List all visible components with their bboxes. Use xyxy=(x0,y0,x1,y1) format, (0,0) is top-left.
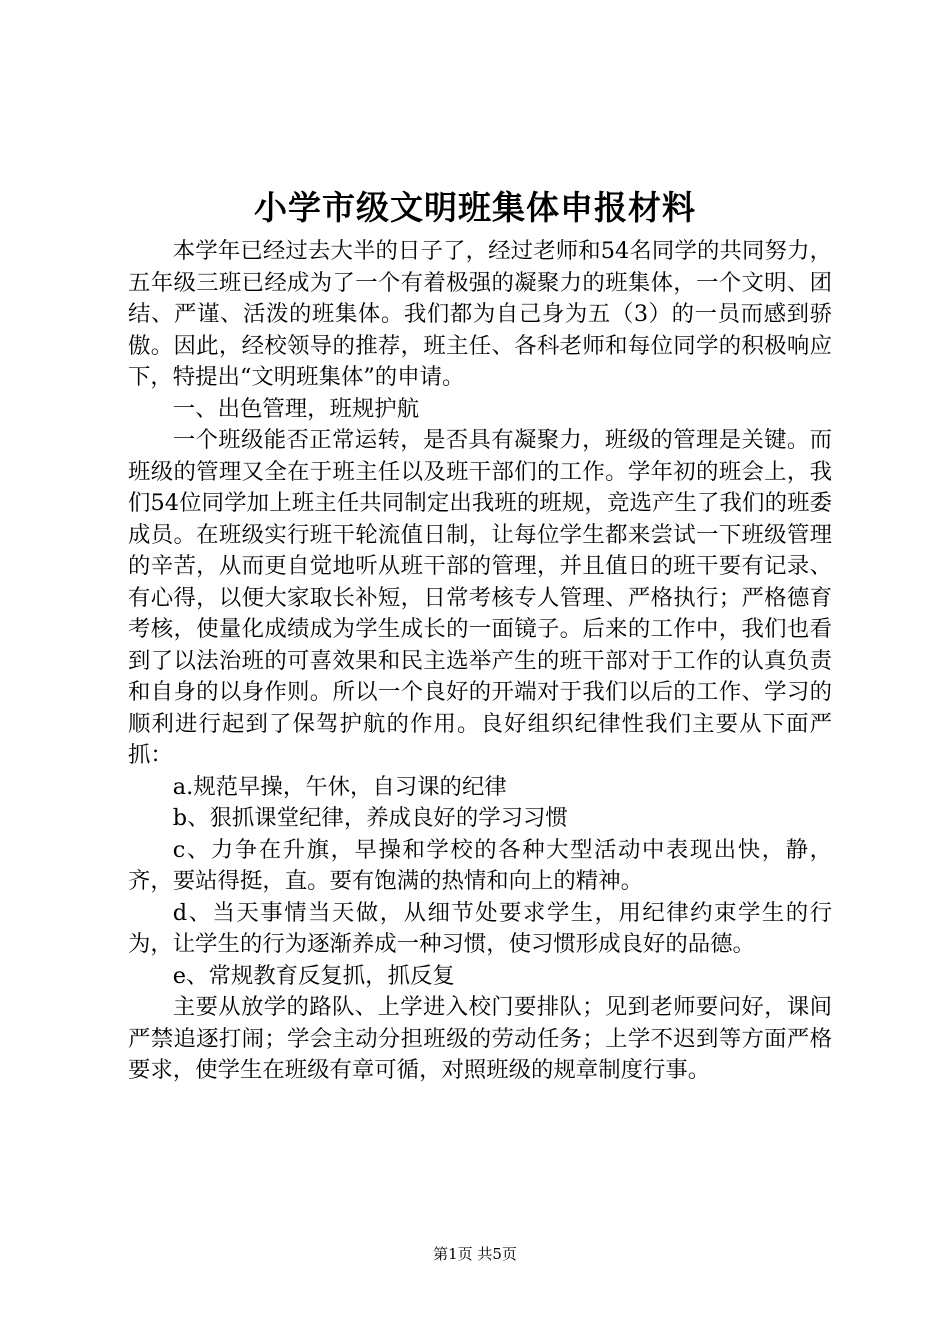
section-heading: 一、出色管理，班规护航 xyxy=(172,395,420,422)
body-paragraph: 主要从放学的路队、上学进入校门要排队；见到老师要问好，课间严禁追逐打闹；学会主动分担班级的劳动任务；上学不迟到等方面严格要求，使学生在班级有章可循，对照班级的规章制度行事。 xyxy=(128,994,832,1083)
list-item-b: b、狠抓课堂纪律，养成良好的学习习惯 xyxy=(172,805,568,831)
list-item-e: e、常规教育反复抓，抓反复 xyxy=(172,962,455,989)
list-item-c: c、力争在升旗，早操和学校的各种大型活动中表现出快，静，齐，要站得挺，直。要有饱满的热情和向上的精神。 xyxy=(128,836,832,894)
page-number: 第1页 共5页 xyxy=(433,1245,517,1263)
body-paragraph: 一个班级能否正常运转，是否具有凝聚力，班级的管理是关键。而班级的管理又全在于班主任以及班干部们的工作。学年初的班会上，我们54位同学加上班主任共同制定出我班的班规，竞选产生了我们的班委成员。在班级实行班干轮流值日制，让每位学生都来尝试一下班级管理的辛苦，从而更自觉地听从班干部的管理，并且值日的班干要有记录、有心得，以便大家取长补短，日常考核专人管理、严格执行；严格德育考核，使量化成绩成为学生成长的一面镜子。后来的工作中，我们也看到了以法治班的可喜效果和民主选举产生的班干部对于工作的认真负责和自身的以身作则。所以一个良好的开端对于我们以后的工作、学习的顺利进行起到了保驾护航的作用。良好组织纪律性我们主要从下面严抓： xyxy=(128,427,832,768)
list-item-a: a.规范早操，午休，自习课的纪律 xyxy=(172,773,507,800)
list-item-d: d、当天事情当天做，从细节处要求学生，用纪律约束学生的行为，让学生的行为逐渐养成一种习惯，使习惯形成良好的品德。 xyxy=(128,899,832,957)
document-body xyxy=(128,236,832,1087)
intro-paragraph: 本学年已经过去大半的日子了，经过老师和54名同学的共同努力，五年级三班已经成为了一个有着极强的凝聚力的班集体，一个文明、团结、严谨、活泼的班集体。我们都为自己身为五（3）的一员而感到骄傲。因此，经校领导的推荐，班主任、各科老师和每位同学的积极响应下，特提出“文明班集体”的申请。 xyxy=(128,238,832,390)
document-title: 小学市级文明班集体申报材料 xyxy=(254,188,696,227)
